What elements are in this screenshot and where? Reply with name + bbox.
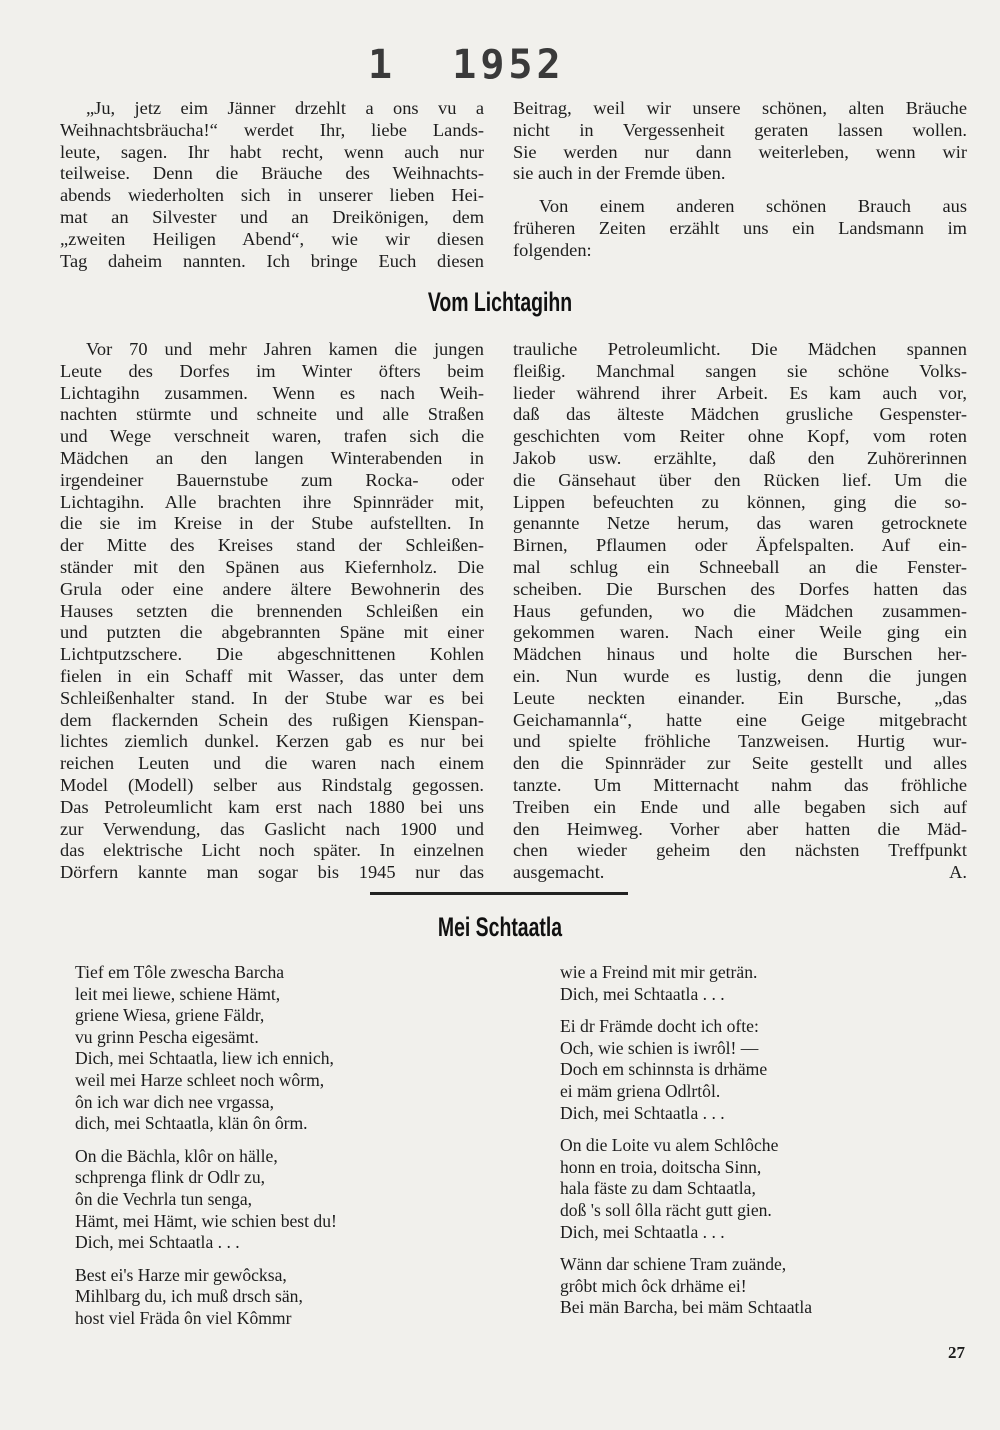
- text-line: leute, sagen. Ihr habt recht, wenn auch nur: [60, 141, 484, 162]
- text-line: nachten stürmte und schneite und alle Straßen: [60, 404, 484, 425]
- text-line: Von einem anderen schönen Brauch aus: [539, 196, 967, 217]
- text-line: lichtes ziemlich dunkel. Kerzen gab es nur bei: [60, 731, 484, 752]
- text-line: das elektrische Licht noch später. In einzelnen: [60, 840, 484, 861]
- text-line: und spielte fröhliche Tanzweisen. Hurtig wur-: [513, 731, 967, 752]
- text-line: Dich, mei Schtaatla . . .: [75, 1232, 240, 1253]
- text-line: hala fäste zu dam Schtaatla,: [560, 1178, 756, 1199]
- text-line: Sie werden nur dann weiterleben, wenn wir: [513, 141, 967, 162]
- text-line: Dich, mei Schtaatla, liew ich ennich,: [75, 1048, 334, 1069]
- text-line: Dörfern kannte man sogar bis 1945 nur das: [60, 862, 484, 883]
- text-line: Mädchen an den langen Winterabenden in: [60, 447, 484, 468]
- section-divider: [370, 892, 628, 895]
- text-line: abends wiederholten sich in unserer lieben Hei-: [60, 185, 484, 206]
- text-line: zur Verwendung, das Gaslicht nach 1900 und: [60, 818, 484, 839]
- paragraph-gap: [75, 1135, 337, 1146]
- text-line: leit mei liewe, schiene Hämt,: [75, 983, 281, 1004]
- text-line: Leute neckten einander. Ein Bursche, „das: [513, 687, 967, 708]
- text-line: „Ju, jetz eim Jänner drzehlt a ons vu a: [86, 98, 484, 118]
- article-title: Vom Lichtagihn: [427, 287, 573, 317]
- text-line: Beitrag, weil wir unsere schönen, alten Bräuche: [513, 98, 967, 118]
- poem-title: Mei Schtaatla: [437, 912, 563, 942]
- text-line: scheiben. Die Burschen des Dorfes hatten das: [513, 578, 967, 599]
- text-line: Tief em Tôle zwescha Barcha: [75, 962, 285, 982]
- text-line: Jakob usw. erzählte, daß den Zuhörerinnen: [513, 447, 967, 468]
- text-line: [513, 862, 967, 884]
- article-left-column: [60, 339, 484, 884]
- text-line: und putzten die abgebrannten Späne mit einer: [60, 622, 484, 643]
- text-line: Tag daheim nannten. Ich bringe Euch diesen: [60, 250, 484, 271]
- text-line: Dich, mei Schtaatla . . .: [560, 1221, 725, 1242]
- text-line: lieder während ihrer Arbeit. Es kam auch vor,: [513, 382, 967, 403]
- text-line: teilweise. Denn die Bräuche des Weihnachts-: [60, 163, 484, 184]
- text-line: Mihlbarg du, ich muß drsch sän,: [75, 1286, 303, 1307]
- text-line: genannte Netze herum, das waren getrocknete: [513, 513, 967, 534]
- text-line: den Heimweg. Vorher aber hatten die Mäd-: [513, 818, 967, 839]
- text-line: mat an Silvester und an Dreikönigen, dem: [60, 206, 484, 227]
- poem-right-column: [560, 962, 812, 1319]
- text-line: wie a Freind mit mir geträn.: [560, 962, 758, 982]
- text-line: ei mäm griena Odlrtôl.: [560, 1080, 721, 1101]
- date-stamp: 1 1952: [368, 42, 565, 88]
- text-line: sie auch in der Fremde üben.: [513, 163, 726, 184]
- text-line: griene Wiesa, griene Fäldr,: [75, 1005, 265, 1026]
- text-line: chen wieder geheim den nächsten Treffpunkt: [513, 840, 967, 861]
- text-line: Dich, mei Schtaatla . . .: [560, 983, 725, 1004]
- text-line: fleißig. Manchmal sangen sie schöne Volks-: [513, 360, 967, 381]
- text-line: gekommen waren. Nach einer Weile ging ein: [513, 622, 967, 643]
- text-line: Mädchen hinaus und holte die Burschen her-: [513, 644, 967, 665]
- text-line: ôn die Vechrla tun senga,: [75, 1188, 253, 1209]
- text-line: Vor 70 und mehr Jahren kamen die jungen: [86, 339, 484, 359]
- text-line: Grula oder eine andere ältere Bewohnerin des: [60, 578, 484, 599]
- text-line: Bei män Barcha, bei mäm Schtaatla: [560, 1297, 813, 1318]
- poem-left-column: [75, 962, 337, 1330]
- text-line: ôn ich war dich nee vrgassa,: [75, 1091, 275, 1112]
- text-line: irgendeiner Bauernstube zum Rocka- oder: [60, 469, 484, 490]
- text-line: Dich, mei Schtaatla . . .: [560, 1102, 725, 1123]
- text-line: Ei dr Främde docht ich ofte:: [560, 1016, 759, 1037]
- text-line: Doch em schinnsta is drhäme: [560, 1059, 768, 1080]
- text-line: ein. Nun wurde es lustig, denn die jungen: [513, 665, 967, 686]
- text-line: schprenga flink dr Odlr zu,: [75, 1167, 266, 1188]
- text-line: Lippen befeuchten zu können, ging die so-: [513, 491, 967, 512]
- text-line: weil mei Harze schleet noch wôrm,: [75, 1069, 325, 1090]
- text-line: die Gänsehaut über den Rücken lief. Um die: [513, 469, 967, 490]
- closing-text: ausgemacht.: [513, 862, 605, 883]
- text-line: Hauses setzten die brennenden Schleißen ein: [60, 600, 484, 621]
- text-line: trauliche Petroleumlicht. Die Mädchen spannen: [513, 339, 967, 359]
- text-line: honn en troia, doitscha Sinn,: [560, 1156, 762, 1177]
- paragraph-gap: [513, 185, 967, 196]
- text-line: geschichten vom Reiter ohne Kopf, vom roten: [513, 426, 967, 447]
- text-line: host viel Fräda ôn viel Kômmr: [75, 1307, 292, 1328]
- text-line: dem flackernden Schein des rußigen Kienspan-: [60, 709, 484, 730]
- text-line: den die Spinnräder zur Seite gestellt und alles: [513, 753, 967, 774]
- text-line: die sie im Kreise in der Stube aufstellten. In: [60, 513, 484, 534]
- text-line: ständer mit den Spänen aus Kiefernholz. Die: [60, 556, 484, 577]
- paragraph-gap: [560, 1243, 812, 1254]
- paragraph-gap: [560, 1124, 812, 1135]
- text-line: fielen in ein Schaff mit Wasser, das unter dem: [60, 665, 484, 686]
- text-line: mal schlug ein Schneeball an die Fenster-: [513, 556, 967, 577]
- text-line: Lichtputzschere. Die abgeschnittenen Kohlen: [60, 644, 484, 665]
- text-line: Best ei's Harze mir gewôcksa,: [75, 1264, 287, 1285]
- text-line: Treiben ein Ende und alle begaben sich auf: [513, 796, 967, 817]
- text-line: Lichtagihn. Alle brachten ihre Spinnräder mit,: [60, 491, 484, 512]
- text-line: Geichamannla“, hatte eine Geige mitgebracht: [513, 709, 967, 730]
- text-line: Och, wie schien is iwrôl! —: [560, 1037, 759, 1058]
- text-line: Model (Modell) selber aus Rindstalg gegossen.: [60, 774, 484, 795]
- text-line: Schleißenhalter stand. In der Stube war es bei: [60, 687, 484, 708]
- text-line: reichen Leuten und die waren nach einem: [60, 753, 484, 774]
- text-line: und Wege verschneit waren, trafen sich die: [60, 426, 484, 447]
- text-line: Wänn dar schiene Tram zuände,: [560, 1254, 787, 1275]
- text-line: On die Loite vu alem Schlôche: [560, 1135, 779, 1156]
- paragraph-gap: [560, 1005, 812, 1016]
- text-line: „zweiten Heiligen Abend“, wie wir diesen: [60, 228, 484, 249]
- article-right-column: [513, 339, 967, 884]
- intro-right-column: [513, 98, 967, 262]
- text-line: grôbt mich ôck drhäme ei!: [560, 1275, 747, 1296]
- text-line: Das Petroleumlicht kam erst nach 1880 bei uns: [60, 796, 484, 817]
- text-line: Haus gefunden, wo die Mädchen zusammen-: [513, 600, 967, 621]
- text-line: daß das älteste Mädchen grusliche Gespenster-: [513, 404, 967, 425]
- text-line: folgenden:: [513, 239, 592, 260]
- text-line: Hämt, mei Hämt, wie schien best du!: [75, 1210, 337, 1231]
- intro-left-column: [60, 98, 484, 272]
- page-number: 27: [948, 1343, 965, 1362]
- text-line: Weihnachtsbräucha!“ werdet Ihr, liebe Lands-: [60, 119, 484, 140]
- text-line: früheren Zeiten erzählt uns ein Landsmann im: [513, 217, 967, 238]
- text-line: Leute des Dorfes im Winter öfters beim: [60, 360, 484, 381]
- paragraph-gap: [75, 1254, 337, 1265]
- author-signature: A.: [949, 862, 967, 883]
- text-line: On die Bächla, klôr on hälle,: [75, 1145, 278, 1166]
- text-line: dich, mei Schtaatla, klän ôn ôrm.: [75, 1113, 308, 1134]
- text-line: tanzte. Um Mitternacht nahm das fröhliche: [513, 774, 967, 795]
- text-line: vu grinn Pescha eigesämt.: [75, 1026, 259, 1047]
- text-line: nicht in Vergessenheit geraten lassen wollen.: [513, 119, 967, 140]
- text-line: doß 's soll ôlla rächt gutt gien.: [560, 1199, 772, 1220]
- text-line: Lichtagihn zusammen. Wenn es nach Weih-: [60, 382, 484, 403]
- text-line: der Mitte des Kreises stand der Schleißen-: [60, 535, 484, 556]
- text-line: Birnen, Pflaumen oder Äpfelspalten. Auf ein-: [513, 535, 967, 556]
